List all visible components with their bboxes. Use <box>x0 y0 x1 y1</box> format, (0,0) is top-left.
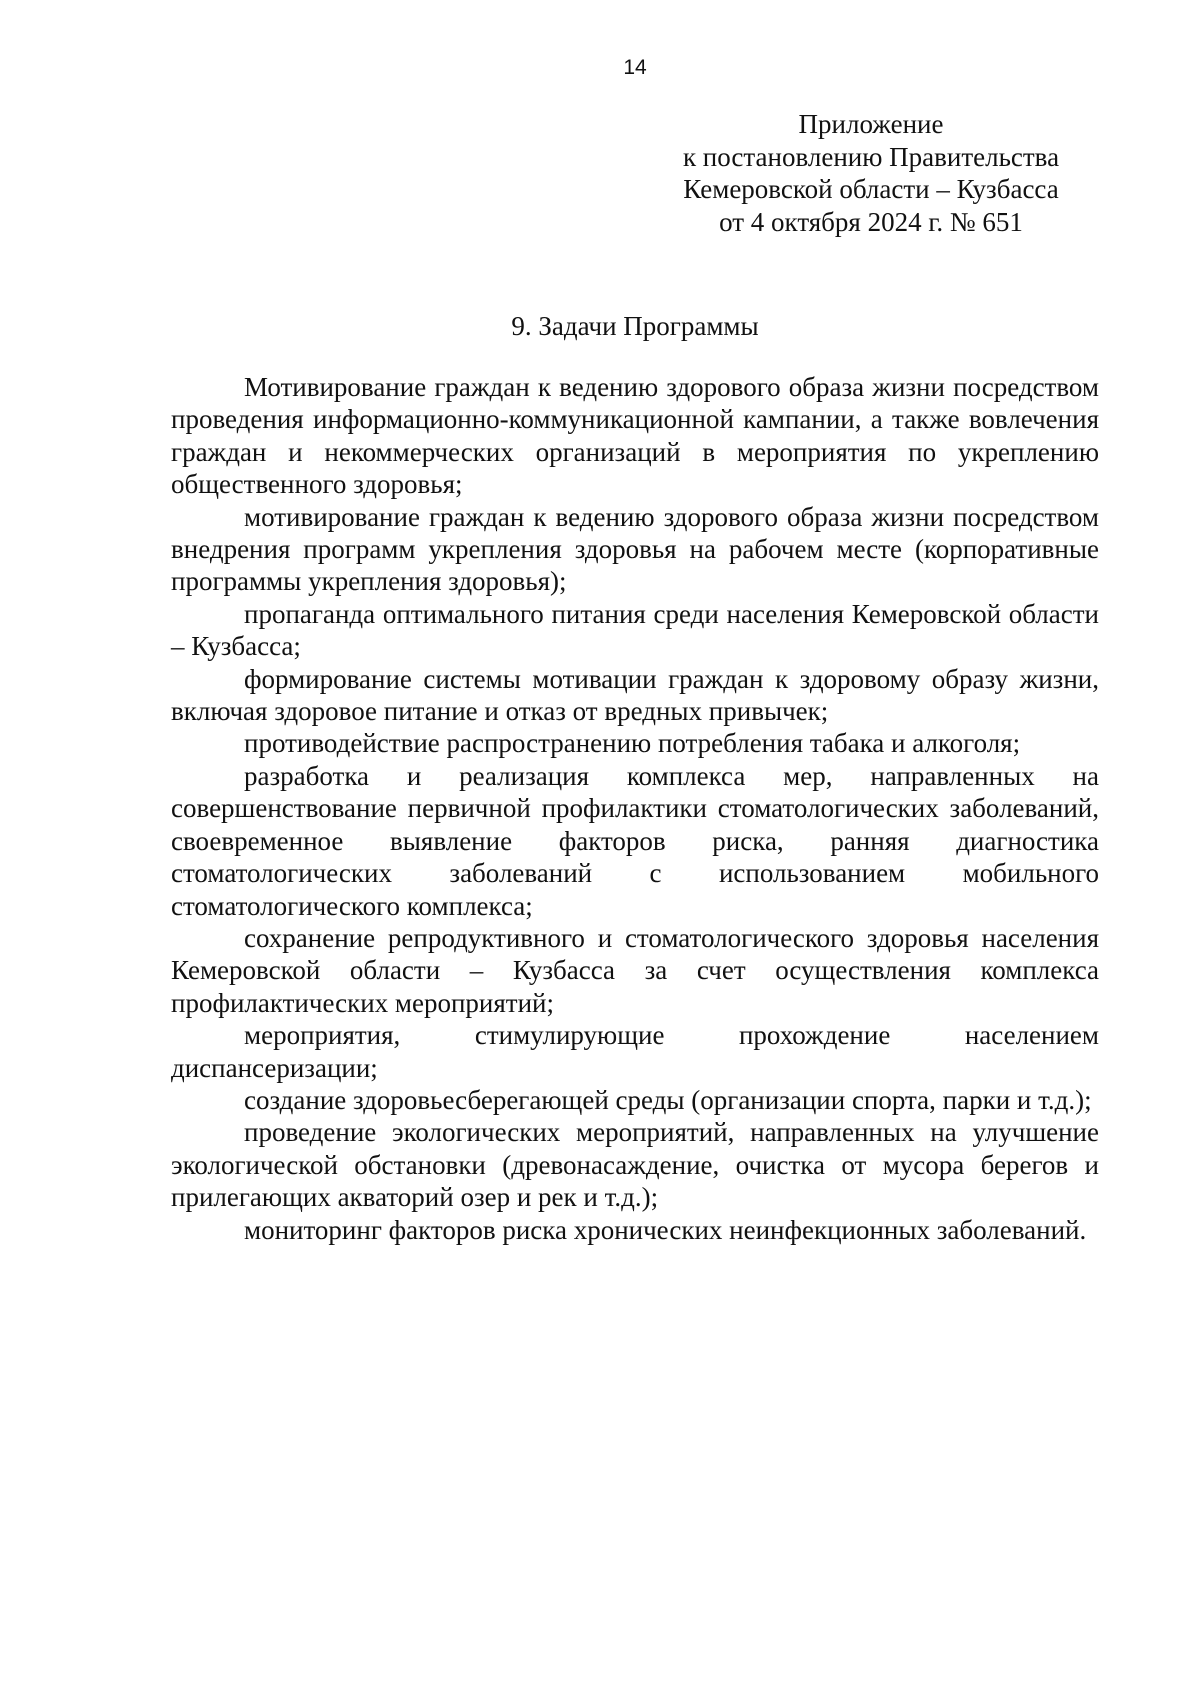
paragraph: противодействие распространению потребления табака и алкоголя; <box>244 728 1021 759</box>
paragraph: мероприятия, стимулирующие прохождение населением диспансеризации; <box>171 1020 1099 1083</box>
appendix-line-date: от 4 октября 2024 г. № 651 <box>719 206 1023 237</box>
paragraph: разработка и реализация комплекса мер, направленных на совершенствование первичной профилактики стоматологических заболеваний, своевременное выявление факторов риска, ранняя диагностика стоматологических заболеваний с использованием мобильного стоматологического комплекса; <box>171 760 1099 921</box>
paragraph: сохранение репродуктивного и стоматологического здоровья населения Кемеровской области – Кузбасса за счет осуществления комплекса профилактических мероприятий; <box>171 922 1099 1018</box>
appendix-line-region: Кемеровской области – Кузбасса <box>683 174 1059 204</box>
paragraph: создание здоровьесберегающей среды (организации спорта, парки и т.д.); <box>244 1084 1092 1115</box>
paragraph: проведение экологических мероприятий, направленных на улучшение экологической обстановки (древонасаждение, очистка от мусора берегов и прилегающих акваторий озер и рек и т.д.); <box>171 1117 1099 1213</box>
paragraph: мониторинг факторов риска хронических неинфекционных заболеваний. <box>244 1214 1087 1245</box>
section-title: 9. Задачи Программы <box>511 311 759 341</box>
paragraph: мотивирование граждан к ведению здорового образа жизни посредством внедрения программ укрепления здоровья на рабочем месте (корпоративные программы укрепления здоровья); <box>171 501 1099 597</box>
document-body <box>171 371 1099 1246</box>
appendix-line-resolution: к постановлению Правительства <box>682 141 1060 172</box>
paragraph: Мотивирование граждан к ведению здорового образа жизни посредством проведения информационно-коммуникационной кампании, а также вовлечения граждан и некоммерческих организаций в мероприятия по укреплению общественного здоровья; <box>171 372 1099 500</box>
paragraph: пропаганда оптимального питания среди населения Кемеровской области – Кузбасса; <box>171 598 1099 662</box>
appendix-header <box>668 108 1074 238</box>
appendix-line-title: Приложение <box>798 109 944 139</box>
page-number: 14 <box>623 56 647 79</box>
paragraph: формирование системы мотивации граждан к здоровому образу жизни, включая здоровое питание и отказ от вредных привычек; <box>171 663 1099 727</box>
